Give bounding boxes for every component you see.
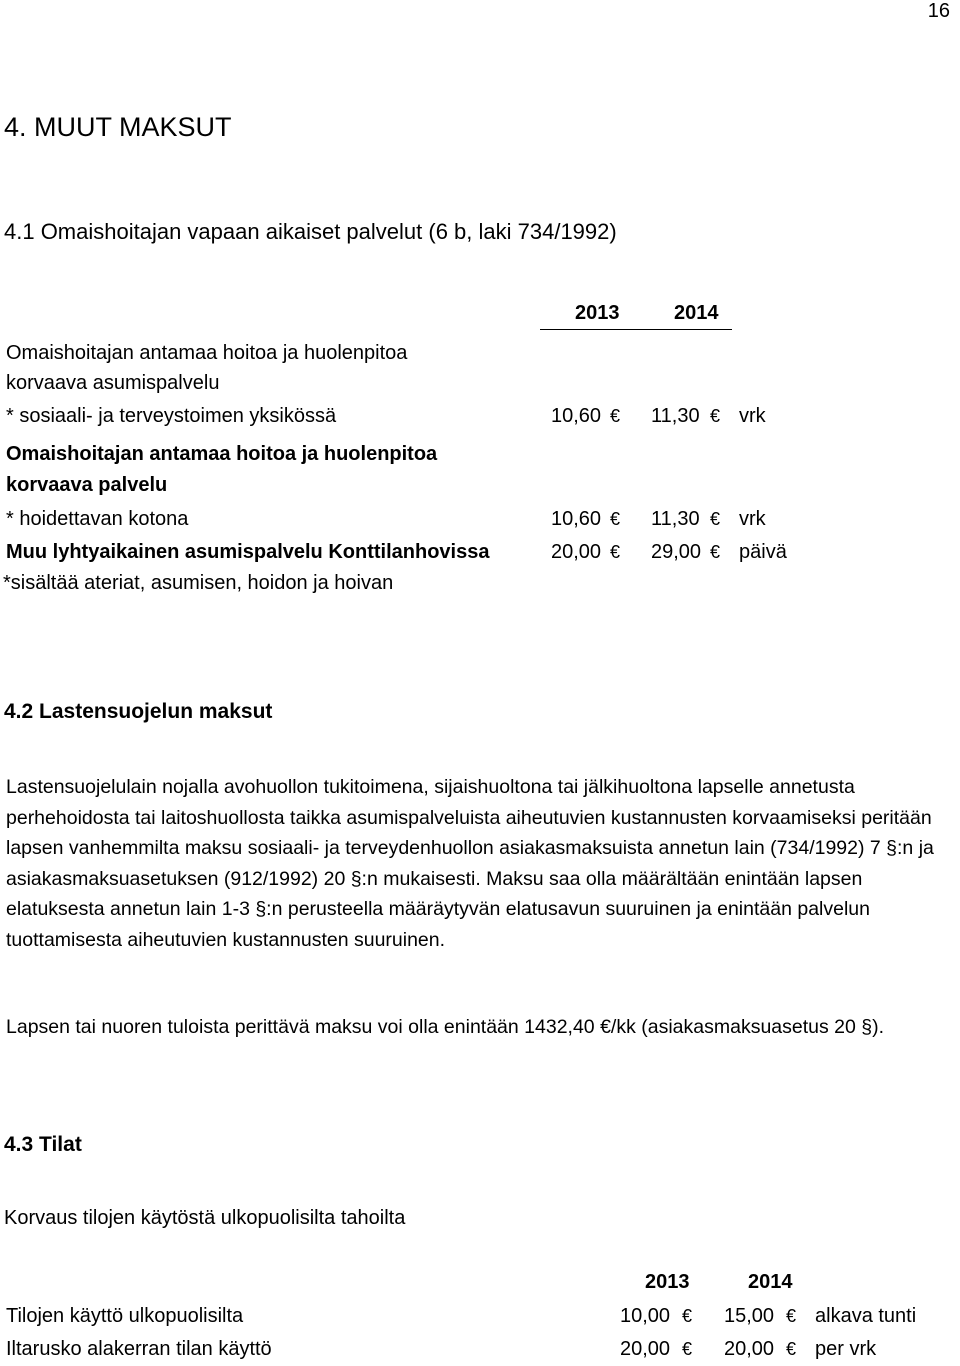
group1-title-line2: korvaava asumispalvelu bbox=[6, 372, 220, 394]
row3-unit: päivä bbox=[739, 541, 787, 563]
tilat-year-header-2014: 2014 bbox=[748, 1271, 793, 1293]
group1-title-line1: Omaishoitajan antamaa hoitoa ja huolenpitoa bbox=[6, 342, 408, 364]
euro-icon: € bbox=[682, 1306, 693, 1326]
row2-value-2013: 10,60 bbox=[551, 508, 602, 530]
euro-icon: € bbox=[710, 509, 721, 529]
section-4-2-paragraph2: Lapsen tai nuoren tuloista perittävä maksu voi olla enintään 1432,40 €/kk (asiakasmaksuasetus 20 §). bbox=[6, 1016, 885, 1038]
tilat-row2-unit: per vrk bbox=[815, 1338, 877, 1360]
euro-icon: € bbox=[682, 1339, 693, 1359]
row3-value-2014: 29,00 bbox=[651, 541, 702, 563]
main-heading: 4. MUUT MAKSUT bbox=[4, 112, 232, 142]
tilat-row2-label: Iltarusko alakerran tilan käyttö bbox=[6, 1338, 272, 1360]
euro-icon: € bbox=[786, 1339, 797, 1359]
section-4-3-heading: 4.3 Tilat bbox=[4, 1133, 82, 1156]
section-4-1-heading: 4.1 Omaishoitajan vapaan aikaiset palvelut (6 b, laki 734/1992) bbox=[4, 219, 617, 244]
row3-value-2013: 20,00 bbox=[551, 541, 602, 563]
page-number: 16 bbox=[927, 0, 950, 22]
row3-note: *sisältää ateriat, asumisen, hoidon ja hoivan bbox=[3, 572, 394, 594]
year-header-2013: 2013 bbox=[575, 302, 620, 324]
row1-label: * sosiaali- ja terveystoimen yksikössä bbox=[6, 405, 337, 427]
euro-icon: € bbox=[786, 1306, 797, 1326]
row1-value-2014: 11,30 bbox=[651, 405, 700, 427]
tilat-row1-label: Tilojen käyttö ulkopuolisilta bbox=[6, 1305, 244, 1327]
row2-value-2014: 11,30 bbox=[651, 508, 700, 530]
tilat-row1-value-2013: 10,00 bbox=[620, 1305, 671, 1327]
row3-label: Muu lyhtyaikainen asumispalvelu Konttilanhovissa bbox=[6, 541, 490, 563]
group2-title-line2: korvaava palvelu bbox=[6, 474, 168, 496]
tilat-row2-value-2013: 20,00 bbox=[620, 1338, 671, 1360]
tilat-year-header-2013: 2013 bbox=[645, 1271, 690, 1293]
tilat-row1-value-2014: 15,00 bbox=[724, 1305, 775, 1327]
section-4-2-paragraph1: Lastensuojelulain nojalla avohuollon tukitoimena, sijaishuoltona tai jälkihuoltona lapselle annetusta perhehoidosta tai laitoshuollosta taikka asumispalveluista aiheutuvien kustannusten korvaamiseksi peritään lapsen vanhemmilta maksu sosiaali- ja terveydenhuollon asiakasmaksuista annetun lain (734/1992) 7 §:n ja asiakasmaksuasetuksen (912/1992) 20 §:n mukaisesti. Maksu saa olla määrältään enintään lapsen elatuksesta annetun lain 1-3 §:n perusteella määräytyvän elatusavun suuruinen ja enintään palvelun tuottamisesta aiheutuvien kustannusten suuruinen. bbox=[6, 776, 934, 951]
row2-label: * hoidettavan kotona bbox=[6, 508, 189, 530]
tilat-row2-value-2014: 20,00 bbox=[724, 1338, 775, 1360]
euro-icon: € bbox=[710, 406, 721, 426]
section-4-2-heading: 4.2 Lastensuojelun maksut bbox=[4, 700, 273, 723]
section-4-3-subtitle: Korvaus tilojen käytöstä ulkopuolisilta tahoilta bbox=[4, 1207, 406, 1229]
row2-unit: vrk bbox=[739, 508, 766, 530]
header-underline bbox=[540, 329, 732, 330]
euro-icon: € bbox=[610, 406, 621, 426]
group2-title-line1: Omaishoitajan antamaa hoitoa ja huolenpitoa bbox=[6, 443, 438, 465]
row1-unit: vrk bbox=[739, 405, 766, 427]
row1-value-2013: 10,60 bbox=[551, 405, 602, 427]
euro-icon: € bbox=[610, 542, 621, 562]
euro-icon: € bbox=[710, 542, 721, 562]
euro-icon: € bbox=[610, 509, 621, 529]
year-header-2014: 2014 bbox=[674, 302, 719, 324]
tilat-row1-unit: alkava tunti bbox=[815, 1305, 917, 1327]
